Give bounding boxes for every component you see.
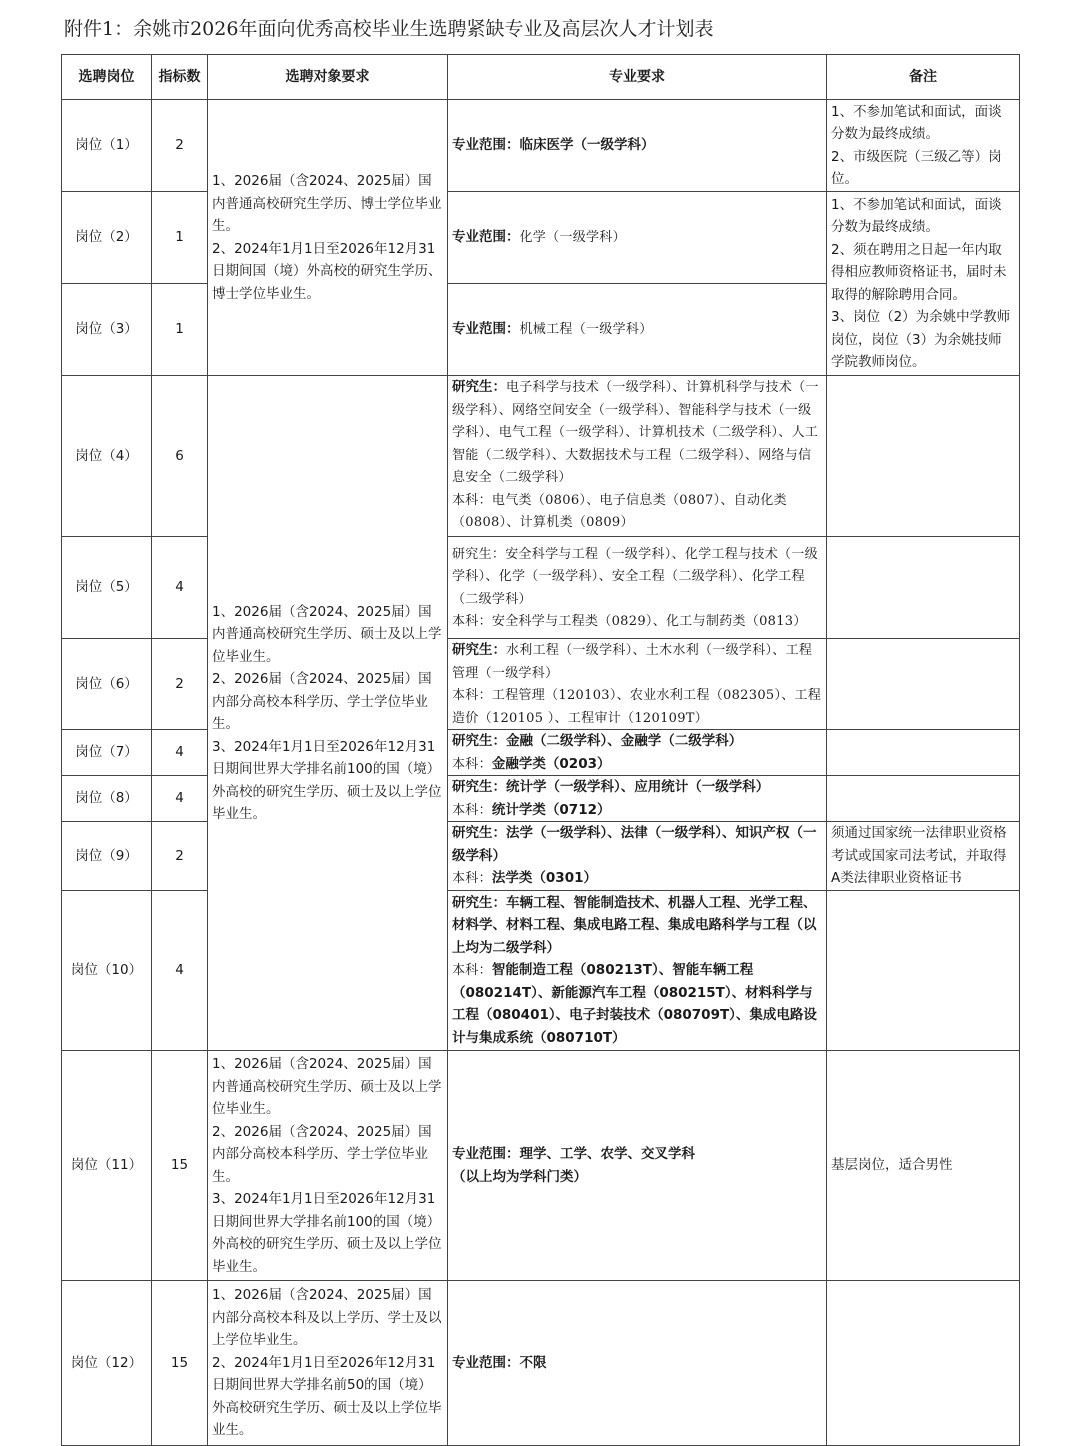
table-row [62, 1051, 1020, 1281]
requirement-item: 1、2026届（含2024、2025届）国内部分高校本科及以上学历、学士及以上学位毕业生。 [212, 1287, 442, 1349]
major-grad-label: 研究生： [452, 779, 506, 795]
candidate-requirements-cell [208, 100, 448, 376]
table-header-row [62, 55, 1020, 100]
requirement-item: 3、2024年1月1日至2026年12月31日期间世界大学排名前100的国（境）外高校的研究生学历、硕士及以上学位毕业生。 [212, 1191, 442, 1275]
remark-cell: 基层岗位，适合男性 [827, 1051, 1020, 1281]
count-cell: 2 [152, 639, 208, 730]
count-cell: 4 [152, 537, 208, 639]
post-cell: 岗位（1） [62, 100, 152, 192]
remark-cell [827, 776, 1020, 822]
requirement-item: 1、2026届（含2024、2025届）国内普通高校研究生学历、硕士及以上学位毕业生。 [212, 1056, 442, 1117]
major-grad-text: 金融（二级学科）、金融学（二级学科） [506, 733, 743, 749]
major-ug-label: 本科： [452, 802, 492, 818]
post-cell: 岗位（9） [62, 822, 152, 891]
major-cell [448, 822, 827, 891]
major-grad-label: 研究生： [452, 825, 506, 842]
remark-cell [827, 639, 1020, 730]
count-cell: 2 [152, 822, 208, 891]
major-cell [448, 1051, 827, 1281]
major-grad-label: 研究生： [452, 642, 506, 658]
major-cell [448, 1281, 827, 1446]
major-cell [448, 537, 827, 639]
post-cell: 岗位（2） [62, 192, 152, 284]
remark-cell [827, 1281, 1020, 1446]
table-row [62, 100, 1020, 192]
count-cell: 6 [152, 376, 208, 537]
count-cell: 2 [152, 100, 208, 192]
major-grad-text: 水利工程（一级学科）、土木水利（一级学科）、工程管理（一级学科） [452, 643, 813, 681]
major-ug-label: 本科： [452, 756, 492, 772]
major-grad-text: 车辆工程、智能制造技术、机器人工程、光学工程、材料学、材料工程、集成电路工程、集成电路科学与工程（以上均为二级学科） [452, 894, 817, 956]
table-row [62, 776, 1020, 822]
major-grad-label: 研究生： [452, 894, 506, 911]
table-row [62, 822, 1020, 891]
document-title: 附件1：余姚市2026年面向优秀高校毕业生选聘紧缺专业及高层次人才计划表 [64, 18, 714, 40]
header-count: 指标数 [152, 55, 208, 100]
major-cell [448, 730, 827, 776]
header-major-requirements: 专业要求 [448, 55, 827, 100]
major-text: 化学（一级学科） [519, 230, 626, 246]
major-grad-text: 电子科学与技术（一级学科）、计算机科学与技术（一级学科）、网络空间安全（一级学科）、智能科学与技术（一级学科）、电气工程（一级学科）、计算机技术（二级学科）、人工智能（二级学科）、大数据技术与工程（二级学科）、网络与信息安全（二级学科） [452, 380, 819, 485]
table-row [62, 192, 1020, 284]
count-cell: 4 [152, 776, 208, 822]
remark-cell [827, 376, 1020, 537]
remark-item: 3、岗位（2）为余姚中学教师岗位，岗位（3）为余姚技师学院教师岗位。 [831, 309, 1011, 370]
major-cell [448, 639, 827, 730]
header-post: 选聘岗位 [62, 55, 152, 100]
major-ug-label: 本科： [452, 614, 492, 629]
major-ug-text: 统计学类（0712） [491, 801, 611, 818]
major-ug-text: 金融学类（0203） [491, 755, 611, 772]
major-ug-text: 法学类（0301） [491, 870, 597, 887]
count-cell: 4 [152, 730, 208, 776]
major-grad-text: 安全科学与工程（一级学科）、化学工程与技术（一级学科）、化学（一级学科）、安全工程（二级学科）、化学工程（二级学科） [452, 546, 818, 607]
requirement-item: 1、2026届（含2024、2025届）国内普通高校研究生学历、博士学位毕业生。 [212, 173, 442, 234]
count-cell: 1 [152, 192, 208, 284]
major-label: 专业范围： [452, 1146, 520, 1162]
remark-cell [827, 730, 1020, 776]
remark-cell [827, 192, 1020, 376]
table-row [62, 639, 1020, 730]
post-cell: 岗位（12） [62, 1281, 152, 1446]
count-cell: 1 [152, 284, 208, 376]
major-cell [448, 776, 827, 822]
header-remarks: 备注 [827, 55, 1020, 100]
post-cell: 岗位（4） [62, 376, 152, 537]
major-text: 不限 [519, 1354, 547, 1371]
major-grad-text: 法学（一级学科）、法律（一级学科）、知识产权（一级学科） [452, 825, 817, 864]
post-cell: 岗位（5） [62, 537, 152, 639]
post-cell: 岗位（7） [62, 730, 152, 776]
major-cell [448, 100, 827, 192]
major-grad-text: 统计学（一级学科）、应用统计（一级学科） [506, 779, 770, 795]
remark-item: 1、不参加笔试和面试，面谈分数为最终成绩。 [831, 196, 1002, 235]
major-grad-label: 研究生： [452, 546, 506, 562]
remark-item: 2、市级医院（三级乙等）岗位。 [831, 148, 1002, 187]
major-text: 临床医学（一级学科） [519, 137, 655, 154]
major-ug-text: 电气类（0806）、电子信息类（0807）、自动化类（0808）、计算机类（0809） [452, 492, 787, 530]
major-ug-label: 本科： [452, 492, 492, 508]
major-text: 机械工程（一级学科） [519, 322, 653, 338]
major-label: 专业范围： [452, 321, 520, 338]
major-label: 专业范围： [452, 229, 520, 246]
major-cell [448, 891, 827, 1051]
requirement-item: 1、2026届（含2024、2025届）国内普通高校研究生学历、硕士及以上学位毕业生。 [212, 603, 442, 665]
table-row [62, 537, 1020, 639]
recruitment-plan-table [61, 54, 1020, 1446]
candidate-requirements-cell [208, 376, 448, 1051]
major-cell [448, 192, 827, 284]
requirement-item: 2、2024年1月1日至2026年12月31日期间世界大学排名前50的国（境）外高校研究生学历、硕士及以上学位毕业生。 [212, 1354, 442, 1439]
remark-cell [827, 100, 1020, 192]
remark-cell: 须通过国家统一法律职业资格考试或国家司法考试，并取得A类法律职业资格证书 [827, 822, 1020, 891]
major-label: 专业范围： [452, 137, 520, 154]
remark-item: 2、须在聘用之日起一年内取得相应教师资格证书，届时未取得的解除聘用合同。 [831, 241, 1007, 303]
major-cell [448, 284, 827, 376]
post-cell: 岗位（3） [62, 284, 152, 376]
requirement-item: 2、2026届（含2024、2025届）国内部分高校本科学历、学士学位毕业生。 [212, 1123, 432, 1185]
count-cell: 4 [152, 891, 208, 1051]
post-cell: 岗位（8） [62, 776, 152, 822]
major-ug-text: 工程管理（120103）、农业水利工程（082305）、工程造价（120105 ）、工程审计（120109T） [452, 688, 822, 726]
post-cell: 岗位（11） [62, 1051, 152, 1281]
major-grad-label: 研究生： [452, 379, 506, 395]
count-cell: 15 [152, 1281, 208, 1446]
major-text: 理学、工学、农学、交叉学科 [519, 1146, 695, 1162]
remark-cell [827, 537, 1020, 639]
header-candidate-requirements: 选聘对象要求 [208, 55, 448, 100]
major-ug-label: 本科： [452, 963, 492, 979]
table-row [62, 891, 1020, 1051]
candidate-requirements-cell [208, 1281, 448, 1446]
major-label: 专业范围： [452, 1354, 520, 1371]
major-note: （以上均为学科门类） [452, 1168, 587, 1185]
count-cell: 15 [152, 1051, 208, 1281]
major-grad-label: 研究生： [452, 733, 506, 749]
requirement-item: 3、2024年1月1日至2026年12月31日期间世界大学排名前100的国（境）外高校的研究生学历、硕士及以上学位毕业生。 [212, 738, 442, 822]
remark-item: 1、不参加笔试和面试，面谈分数为最终成绩。 [831, 103, 1002, 142]
major-cell [448, 376, 827, 537]
candidate-requirements-cell [208, 1051, 448, 1281]
post-cell: 岗位（10） [62, 891, 152, 1051]
post-cell: 岗位（6） [62, 639, 152, 730]
table-row [62, 1281, 1020, 1446]
table-row [62, 730, 1020, 776]
requirement-item: 2、2026届（含2024、2025届）国内部分高校本科学历、学士学位毕业生。 [212, 671, 432, 732]
requirement-item: 2、2024年1月1日至2026年12月31日期间国（境）外高校的研究生学历、博士学位毕业生。 [212, 240, 442, 302]
table-row [62, 376, 1020, 537]
major-ug-text: 安全科学与工程类（0829）、化工与制药类（0813） [491, 614, 807, 629]
major-ug-text: 智能制造工程（080213T）、智能车辆工程（080214T）、新能源汽车工程（080215T）、材料科学与工程（080401）、电子封装技术（080709T）、集成电路设计与集成系统（080710T） [452, 962, 817, 1046]
major-ug-label: 本科： [452, 688, 492, 703]
major-ug-label: 本科： [452, 871, 492, 887]
remark-cell [827, 891, 1020, 1051]
